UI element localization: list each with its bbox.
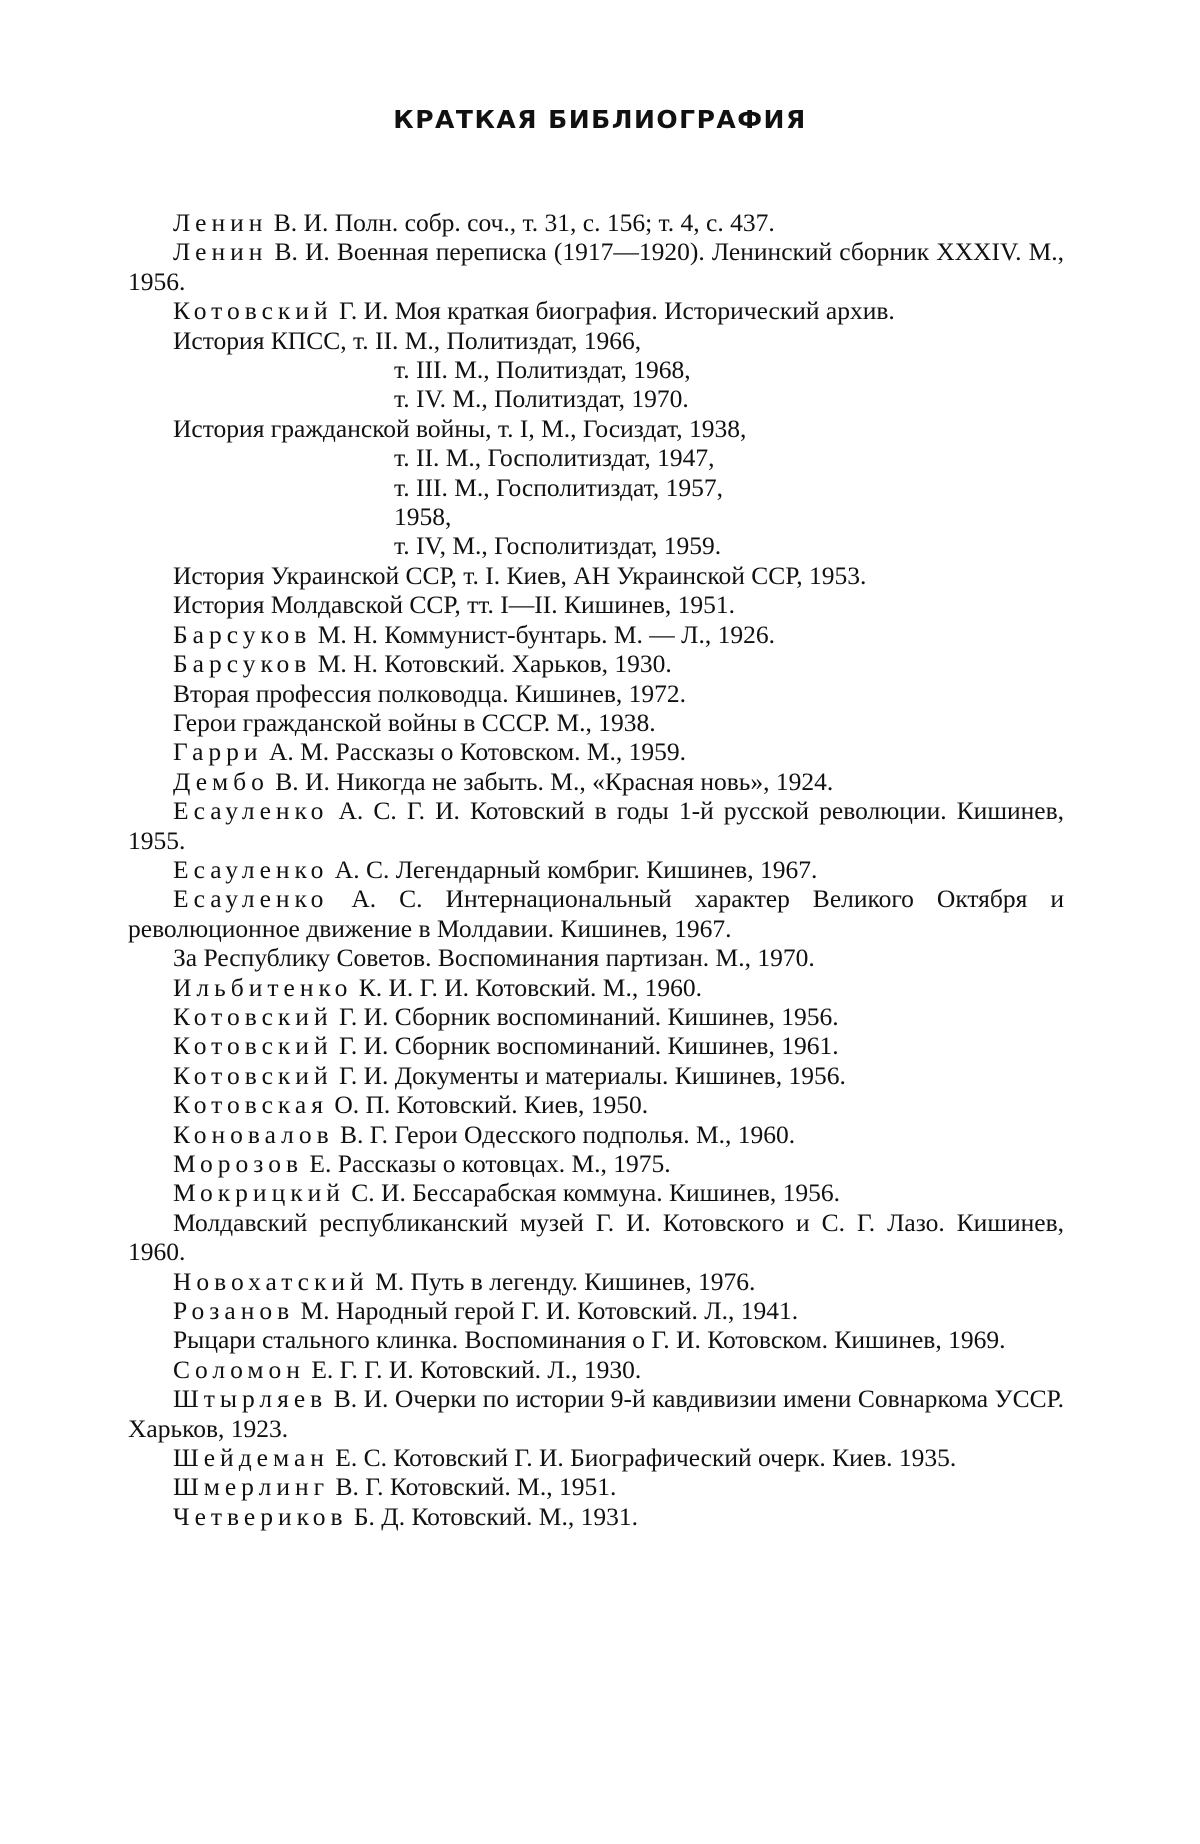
entry-text: С. И. Бессарабская коммуна. Кишинев, 1956. (344, 1178, 841, 1208)
bibliography-entry (128, 1178, 1064, 1207)
entry-text: К. И. Г. И. Котовский. М., 1960. (352, 972, 702, 1002)
entry-text: Е. Рассказы о котовцах. М., 1975. (303, 1149, 671, 1178)
entry-author: Ленин (173, 208, 268, 237)
bibliography-entry (128, 1031, 1064, 1060)
entry-text: Рыцари стального клинка. Воспоминания о Г. И. Котовском. Кишинев, 1969. (173, 1325, 1006, 1355)
bibliography-entry (128, 1325, 1064, 1354)
entry-text: История КПСС, т. II. М., Политиздат, 1966, (173, 325, 642, 355)
entry-text: Е. Г. Г. И. Котовский. Л., 1930. (304, 1354, 642, 1384)
bibliography-entry (128, 855, 1064, 884)
entry-author: Шмерлинг (173, 1472, 330, 1502)
entry-author: Барсуков (173, 649, 312, 679)
bibliography-entry (128, 767, 1064, 796)
entry-text: т. III. М., Госполитиздат, 1957, (394, 472, 724, 502)
bibliography-continuation-line (128, 443, 1064, 472)
entry-text: История Украинской ССР, т. I. Киев, АН Украинской ССР, 1953. (173, 560, 867, 590)
bibliography-entry (128, 679, 1064, 708)
bibliography-continuation-line (128, 502, 1064, 531)
entry-author: Розанов (173, 1296, 295, 1326)
entry-text: т. IV. М., Политиздат, 1970. (394, 384, 689, 414)
bibliography-entry (128, 737, 1064, 766)
entry-text: В. И. Военная переписка (1917—1920). Ленинский сборник XXXIV. М., 1956. (128, 237, 1064, 296)
entry-text: Г. И. Сборник воспоминаний. Кишинев, 1961. (332, 1031, 839, 1061)
entry-author: Морозов (173, 1149, 304, 1178)
bibliography-entry (128, 208, 1064, 237)
entry-author: Барсуков (173, 619, 312, 649)
bibliography-continuation-line (128, 531, 1064, 560)
entry-text: А. С. Легендарный комбриг. Кишинев, 1967. (328, 854, 818, 884)
entry-text: 1958, (394, 502, 452, 532)
entry-text: В. Г. Котовский. М., 1951. (329, 1472, 617, 1502)
entry-text: История Молдавской ССР, тт. I—II. Кишинев, 1951. (173, 590, 736, 620)
bibliography-entry (128, 973, 1064, 1002)
bibliography-entry (128, 1208, 1064, 1267)
bibliography-continuation-line (128, 473, 1064, 502)
bibliography-entry (128, 414, 1064, 443)
bibliography-entry (128, 326, 1064, 355)
entry-text: Г. И. Документы и материалы. Кишинев, 1956. (332, 1060, 846, 1090)
entry-author: Котовский (173, 1060, 333, 1090)
bibliography-entry (128, 1502, 1064, 1531)
bibliography-entry (128, 796, 1064, 855)
bibliography-entry (128, 1472, 1064, 1501)
entry-text: Г. И. Моя краткая биография. Исторический архив. (332, 296, 895, 326)
entry-author: Мокрицкий (173, 1178, 345, 1208)
entry-text: М. Н. Котовский. Харьков, 1930. (311, 649, 672, 679)
entry-text: А. М. Рассказы о Котовском. М., 1959. (262, 737, 687, 767)
bibliography-entry (128, 237, 1064, 296)
entry-author: Есауленко (173, 796, 329, 826)
entry-author: Четвериков (173, 1501, 348, 1531)
entry-author: Ильбитенко (173, 972, 353, 1002)
entry-text: В. И. Никогда не забыть. М., «Красная новь», 1924. (268, 766, 834, 796)
bibliography-list (128, 208, 1064, 1531)
entry-text: Герои гражданской войны в СССР. М., 1938. (173, 707, 656, 737)
entry-text: А. С. Интернациональный характер Великого Октября и революционное движение в Молдавии. Кишинев, 1967. (128, 884, 1064, 943)
entry-text: В. И. Очерки по истории 9-й кавдивизии имени Совнаркома УССР. Харьков, 1923. (128, 1384, 1064, 1443)
bibliography-entry (128, 1090, 1064, 1119)
entry-author: Котовский (173, 1031, 333, 1061)
entry-author: Котовский (173, 1001, 333, 1031)
entry-text: В. И. Полн. собр. соч., т. 31, с. 156; т. 4, с. 437. (267, 208, 775, 237)
entry-author: Новохатский (173, 1266, 369, 1296)
entry-author: Котовский (173, 296, 333, 326)
bibliography-entry (128, 1443, 1064, 1472)
entry-text: М. Путь в легенду. Кишинев, 1976. (368, 1266, 756, 1296)
bibliography-entry (128, 1002, 1064, 1031)
entry-text: т. IV, М., Госполитиздат, 1959. (394, 531, 722, 561)
entry-text: т. III. М., Политиздат, 1968, (394, 355, 691, 385)
bibliography-entry (128, 1061, 1064, 1090)
entry-author: Ленин (173, 237, 268, 267)
entry-text: Вторая профессия полководца. Кишинев, 1972. (173, 678, 687, 708)
bibliography-entry (128, 620, 1064, 649)
entry-text: За Республику Советов. Воспоминания партизан. М., 1970. (173, 943, 815, 973)
bibliography-entry (128, 1120, 1064, 1149)
entry-author: Есауленко (173, 884, 329, 914)
entry-author: Шейдеман (173, 1443, 329, 1473)
bibliography-entry (128, 943, 1064, 972)
bibliography-entry (128, 1267, 1064, 1296)
bibliography-entry (128, 884, 1064, 943)
entry-text: История гражданской войны, т. I, М., Госиздат, 1938, (173, 413, 747, 443)
entry-author: Соломон (173, 1354, 305, 1384)
bibliography-entry (128, 1149, 1064, 1178)
bibliography-entry (128, 296, 1064, 325)
entry-author: Котовская (173, 1090, 328, 1120)
page-title: КРАТКАЯ БИБЛИОГРАФИЯ (393, 105, 807, 134)
bibliography-entry (128, 708, 1064, 737)
entry-author: Есауленко (173, 854, 329, 884)
entry-text: М. Н. Коммунист-бунтарь. М. — Л., 1926. (311, 619, 775, 649)
entry-text: Г. И. Сборник воспоминаний. Кишинев, 1956. (332, 1001, 839, 1031)
entry-text: В. Г. Герои Одесского подполья. М., 1960. (333, 1119, 796, 1149)
entry-author: Коновалов (173, 1119, 334, 1149)
bibliography-entry (128, 1296, 1064, 1325)
entry-author: Гарри (173, 737, 263, 767)
bibliography-entry (128, 1384, 1064, 1443)
bibliography-continuation-line (128, 355, 1064, 384)
entry-text: Б. Д. Котовский. М., 1931. (347, 1501, 638, 1531)
bibliography-entry (128, 590, 1064, 619)
entry-text: Е. С. Котовский Г. И. Биографический очерк. Киев. 1935. (328, 1443, 957, 1473)
bibliography-entry (128, 561, 1064, 590)
bibliography-continuation-line (128, 384, 1064, 413)
entry-text: О. П. Котовский. Киев, 1950. (327, 1090, 649, 1120)
entry-text: т. II. М., Госполитиздат, 1947, (394, 443, 715, 473)
entry-text: М. Народный герой Г. И. Котовский. Л., 1941. (294, 1296, 799, 1326)
entry-text: А. С. Г. И. Котовский в годы 1-й русской революции. Кишинев, 1955. (128, 796, 1064, 855)
bibliography-entry (128, 649, 1064, 678)
entry-author: Штырляев (173, 1384, 328, 1414)
entry-author: Дембо (173, 766, 269, 796)
bibliography-entry (128, 1355, 1064, 1384)
entry-text: Молдавский республиканский музей Г. И. Котовского и С. Г. Лазо. Кишинев, 1960. (128, 1207, 1064, 1267)
